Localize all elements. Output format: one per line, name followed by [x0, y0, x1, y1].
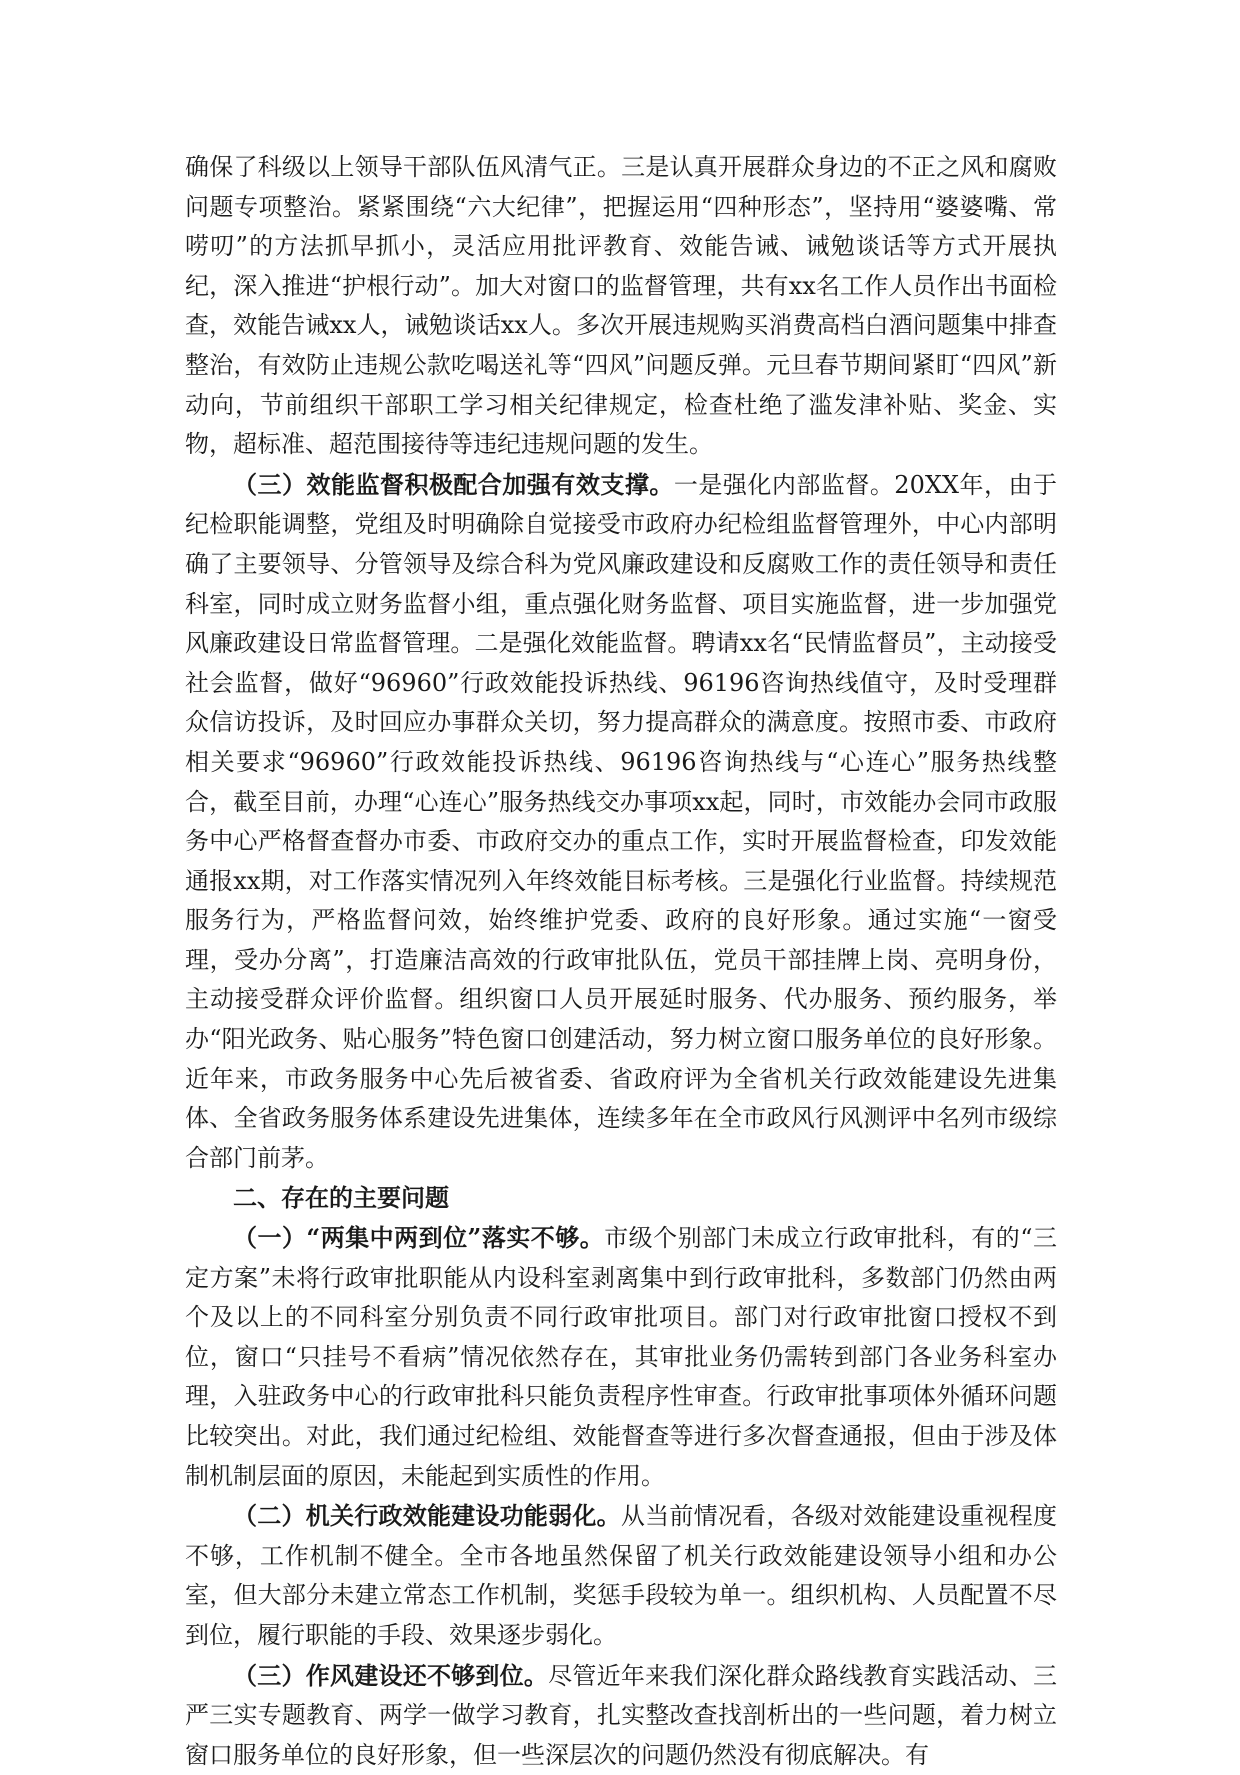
paragraph-5 [185, 1656, 1057, 1775]
paragraph-3-lead: （一）“两集中两到位”落实不够。 [233, 1223, 605, 1253]
paragraph-4-text: 从当前情况看，各级对效能建设重视程度不够，工作机制不健全。全市各地虽然保留了机关行政效能建设领导小组和办公室，但大部分未建立常态工作机制，奖惩手段较为单一。组织机构、人员配置不尽到位，履行职能的手段、效果逐步弱化。 [185, 1502, 1058, 1649]
paragraph-2 [185, 465, 1057, 1179]
paragraph-1 [185, 148, 1057, 465]
paragraph-2-text: 一是强化内部监督。20XX年，由于纪检职能调整，党组及时明确除自觉接受市政府办纪检组监督管理外，中心内部明确了主要领导、分管领导及综合科为党风廉政建设和反腐败工作的责任领导和责任科室，同时成立财务监督小组，重点强化财务监督、项目实施监督，进一步加强党风廉政建设日常监督管理。二是强化效能监督。聘请xx名“民情监督员”，主动接受社会监督，做好“96960”行政效能投诉热线、96196咨询热线值守，及时受理群众信访投诉，及时回应办事群众关切，努力提高群众的满意度。按照市委、市政府相关要求“96960”行政效能投诉热线、96196咨询热线与“心连心”服务热线整合，截至目前，办理“心连心”服务热线交办事项xx起，同时，市效能办会同市政服务中心严格督查督办市委、市政府交办的重点工作，实时开展监督检查，印发效能通报xx期，对工作落实情况列入年终效能目标考核。三是强化行业监督。持续规范服务行为，严格监督问效，始终维护党委、政府的良好形象。通过实施“一窗受理，受办分离”，打造廉洁高效的行政审批队伍，党员干部挂牌上岗、亮明身份，主动接受群众评价监督。组织窗口人员开展延时服务、代办服务、预约服务，举办“阳光政务、贴心服务”特色窗口创建活动，努力树立窗口服务单位的良好形象。近年来，市政务服务中心先后被省委、省政府评为全省机关行政效能建设先进集体、全省政务服务体系建设先进集体，连续多年在全市政风行风测评中名列市级综合部门前茅。 [185, 470, 1057, 1172]
document-page [185, 148, 1057, 1775]
paragraph-4 [185, 1496, 1057, 1655]
paragraph-1-text: 确保了科级以上领导干部队伍风清气正。三是认真开展群众身边的不正之风和腐败问题专项整治。紧紧围绕“六大纪律”，把握运用“四种形态”，坚持用“婆婆嘴、常唠叨”的方法抓早抓小，灵活应用批评教育、效能告诫、诫勉谈话等方式开展执纪，深入推进“护根行动”。加大对窗口的监督管理，共有xx名工作人员作出书面检查，效能告诫xx人，诫勉谈话xx人。多次开展违规购买消费高档白酒问题集中排查整治，有效防止违规公款吃喝送礼等“四风”问题反弹。元旦春节期间紧盯“四风”新动向，节前组织干部职工学习相关纪律规定，检查杜绝了滥发津补贴、奖金、实物，超标准、超范围接待等违纪违规问题的发生。 [185, 153, 1057, 459]
paragraph-4-lead: （二）机关行政效能建设功能弱化。 [233, 1501, 621, 1531]
paragraph-3 [185, 1218, 1057, 1496]
section-heading: 二、存在的主要问题 [233, 1183, 449, 1213]
paragraph-3-text: 市级个别部门未成立行政审批科，有的“三定方案”未将行政审批职能从内设科室剥离集中到行政审批科，多数部门仍然由两个及以上的不同科室分别负责不同行政审批项目。部门对行政审批窗口授权不到位，窗口“只挂号不看病”情况依然存在，其审批业务仍需转到部门各业务科室办理，入驻政务中心的行政审批科只能负责程序性审查。行政审批事项体外循环问题比较突出。对此，我们通过纪检组、效能督查等进行多次督查通报，但由于涉及体制机制层面的原因，未能起到实质性的作用。 [185, 1224, 1057, 1490]
paragraph-5-text: 尽管近年来我们深化群众路线教育实践活动、三严三实专题教育、两学一做学习教育，扎实整改查找剖析出的一些问题，着力树立窗口服务单位的良好形象，但一些深层次的问题仍然没有彻底解决。有 [185, 1661, 1058, 1769]
paragraph-5-lead: （三）作风建设还不够到位。 [233, 1660, 549, 1690]
paragraph-2-lead: （三）效能监督积极配合加强有效支撑。 [233, 469, 674, 499]
